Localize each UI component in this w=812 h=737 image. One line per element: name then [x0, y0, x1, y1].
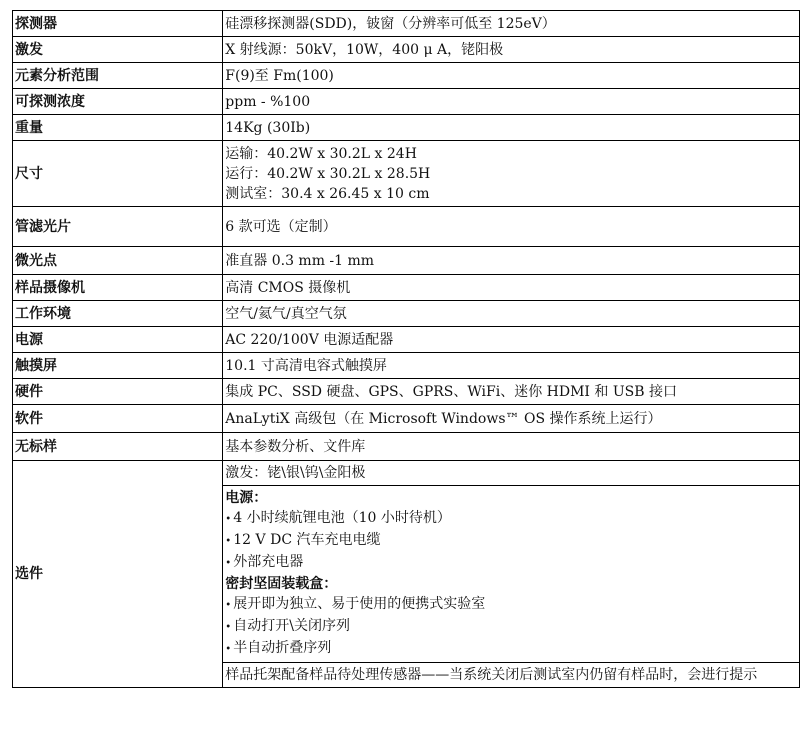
sensor-text: 样品托架配备样品待处理传感器——当系统关闭后测试室内仍留有样品时，会进行提示	[225, 667, 758, 683]
row-label: 无标样	[13, 433, 223, 461]
table-row	[13, 37, 800, 63]
table-row	[13, 247, 800, 275]
row-value: 空气/氦气/真空气氛	[223, 301, 800, 327]
row-label: 元素分析范围	[13, 63, 223, 89]
row-label: 可探测浓度	[13, 89, 223, 115]
row-value: F(9)至 Fm(100)	[223, 63, 800, 89]
row-value: 硅漂移探测器(SDD)，铍窗（分辨率可低至 125eV）	[223, 11, 800, 37]
options-value	[223, 461, 800, 688]
spec-table	[12, 10, 800, 688]
table-row	[13, 433, 800, 461]
row-label: 工作环境	[13, 301, 223, 327]
row-label: 样品摄像机	[13, 275, 223, 301]
case-heading: 密封坚固装载盒：	[225, 576, 338, 592]
row-label: 选件	[13, 461, 223, 688]
row-label: 重量	[13, 115, 223, 141]
excitation-text: 激发：铑\银\钨\金阳极	[225, 465, 366, 481]
case-item: • 自动打开\关闭序列	[225, 616, 799, 638]
row-label: 激发	[13, 37, 223, 63]
row-value-multiline	[223, 141, 800, 207]
row-value: AnaLytiX 高级包（在 Microsoft Windows™ OS 操作系统上运行）	[223, 405, 800, 433]
table-row	[13, 405, 800, 433]
options-sensor	[223, 662, 799, 687]
row-value: AC 220/100V 电源适配器	[223, 327, 800, 353]
table-row	[13, 11, 800, 37]
dimension-line: 运行：40.2W x 30.2L x 28.5H	[225, 165, 431, 182]
row-value: 6 款可选（定制）	[223, 207, 800, 247]
table-row	[13, 327, 800, 353]
case-item: • 展开即为独立、易于使用的便携式实验室	[225, 594, 799, 616]
table-row	[13, 207, 800, 247]
row-label: 探测器	[13, 11, 223, 37]
table-row	[13, 353, 800, 379]
row-label: 电源	[13, 327, 223, 353]
dimension-line: 运输：40.2W x 30.2L x 24H	[225, 145, 417, 162]
row-label: 尺寸	[13, 141, 223, 207]
row-label: 管滤光片	[13, 207, 223, 247]
row-value: 10.1 寸高清电容式触摸屏	[223, 353, 800, 379]
power-item: • 4 小时续航锂电池（10 小时待机）	[225, 508, 799, 530]
row-value: 基本参数分析、文件库	[223, 433, 800, 461]
options-power	[223, 485, 799, 662]
row-value: ppm - %100	[223, 89, 800, 115]
row-label: 微光点	[13, 247, 223, 275]
row-label: 硬件	[13, 379, 223, 405]
row-value: X 射线源：50kV，10W，400 μ A，铑阳极	[223, 37, 800, 63]
table-row	[13, 115, 800, 141]
table-row	[13, 63, 800, 89]
power-item: • 12 V DC 汽车充电电缆	[225, 530, 799, 552]
power-heading: 电源：	[225, 490, 268, 506]
row-label: 软件	[13, 405, 223, 433]
row-value: 高清 CMOS 摄像机	[223, 275, 800, 301]
row-value: 14Kg (30Ib)	[223, 115, 800, 141]
row-value: 集成 PC、SSD 硬盘、GPS、GPRS、WiFi、迷你 HDMI 和 USB 接口	[223, 379, 800, 405]
row-value: 准直器 0.3 mm -1 mm	[223, 247, 800, 275]
table-row	[13, 301, 800, 327]
options-excitation	[223, 461, 799, 485]
power-item: • 外部充电器	[225, 552, 799, 574]
table-row	[13, 461, 800, 688]
table-row	[13, 379, 800, 405]
row-label: 触摸屏	[13, 353, 223, 379]
table-row	[13, 275, 800, 301]
dimension-line: 测试室：30.4 x 26.45 x 10 cm	[225, 185, 430, 202]
table-row	[13, 89, 800, 115]
case-item: • 半自动折叠序列	[225, 638, 799, 660]
table-row	[13, 141, 800, 207]
